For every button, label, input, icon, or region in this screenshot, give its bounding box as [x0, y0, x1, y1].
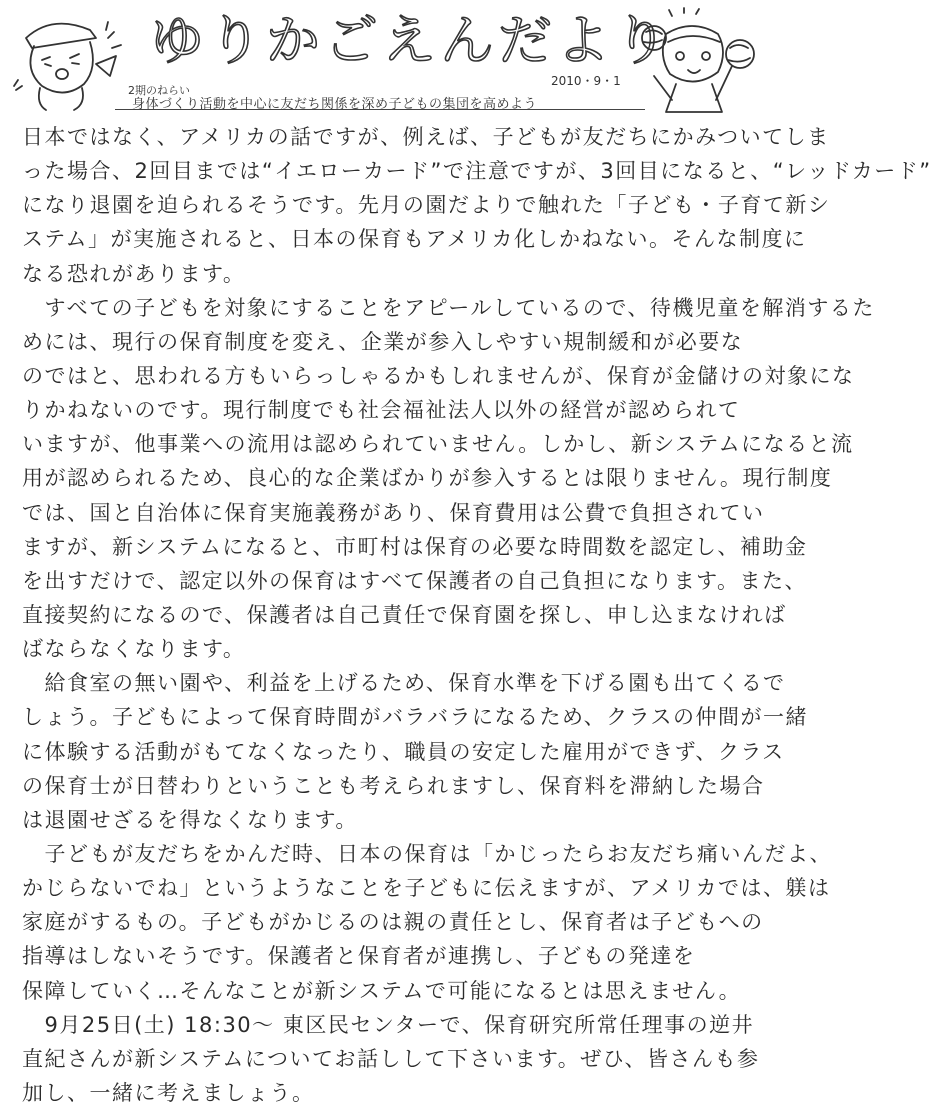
body-line: のではと、思われる方もいらっしゃるかもしれませんが、保育が金儲けの対象にな — [22, 363, 855, 388]
body-line: 指導はしないそうです。保護者と保育者が連携し、子どもの発達を — [22, 944, 696, 969]
body-line: しょう。子どもによって保育時間がバラバラになるため、クラスの仲間が一緒 — [22, 705, 809, 730]
body-line: ステム」が実施されると、日本の保育もアメリカ化しかねない。そんな制度に — [22, 227, 807, 252]
body-line: の保育士が日替わりということも考えられますし、保育料を滞納した場合 — [22, 773, 765, 798]
body-line: 加し、一緒に考えましょう。 — [22, 1080, 315, 1105]
body-line: に体験する活動がもてなくなったり、職員の安定した雇用ができず、クラス — [22, 739, 785, 764]
body-line: 保障していく…そんなことが新システムで可能になるとは思えません。 — [22, 978, 742, 1003]
body-line: 9月25日(土) 18:30～ 東区民センターで、保育研究所常任理事の逆井 — [22, 1012, 755, 1037]
body-line: では、国と自治体に保育実施義務があり、保育費用は公費で負担されてい — [22, 500, 765, 525]
body-line: を出すだけで、認定以外の保育はすべて保護者の自己負担になります。また、 — [22, 568, 807, 593]
aim-text: 身体づくり活動を中心に友だち関係を深め子どもの集団を高めよう — [132, 97, 538, 112]
body-line: 給食室の無い園や、利益を上げるため、保育水準を下げる園も出てくるで — [22, 671, 786, 696]
body-line: なる恐れがあります。 — [22, 261, 246, 286]
body-line: 直接契約になるので、保護者は自己責任で保育園を探し、申し込まなければ — [22, 602, 787, 627]
issue-date: 2010・9・1 — [551, 74, 621, 88]
child-with-hat-shouting-icon — [12, 8, 130, 113]
body-line: 直紀さんが新システムについてお話しして下さいます。ぜひ、皆さんも参 — [22, 1046, 760, 1071]
body-line: ますが、新システムになると、市町村は保育の必要な時間数を認定し、補助金 — [22, 534, 808, 559]
body-line: りかねないのです。現行制度でも社会福祉法人以外の経営が認められて — [22, 398, 741, 423]
newsletter-title: ゆりかごえんだより — [150, 9, 672, 72]
body-line: 用が認められるため、良心的な企業ばかりが参入するとは限りません。現行制度 — [22, 466, 833, 491]
body-line: になり退園を迫られるそうです。先月の園だよりで触れた「子ども・子育て新シ — [22, 193, 831, 218]
body-line: 家庭がするもの。子どもがかじるのは親の責任とし、保育者は子どもへの — [22, 910, 764, 935]
body-line: めには、現行の保育制度を変え、企業が参入しやすい規制緩和が必要な — [22, 329, 744, 354]
body-line: 子どもが友だちをかんだ時、日本の保育は「かじったらお友だち痛いんだよ、 — [22, 841, 832, 866]
body-line: いますが、他事業への流用は認められていません。しかし、新システムになると流 — [22, 432, 854, 457]
header-divider — [115, 109, 645, 110]
body-line: は退園せざるを得なくなります。 — [22, 807, 358, 832]
body-line: った場合、2回目までは“イエローカード”で注意ですが、3回目になると、“レッドカード” — [22, 159, 932, 184]
body-line: かじらないでね」というようなことを子どもに伝えますが、アメリカでは、躾は — [22, 876, 831, 901]
body-line: 日本ではなく、アメリカの話ですが、例えば、子どもが友だちにかみついてしま — [22, 125, 830, 149]
aim-label: 2期のねらい — [128, 84, 190, 97]
body-line: ばならなくなります。 — [22, 637, 246, 662]
body-line: すべての子どもを対象にすることをアピールしているので、待機児童を解消するた — [22, 295, 875, 320]
newsletter-body — [22, 120, 932, 1110]
cheerleader-girl-with-pompoms-icon — [632, 8, 762, 118]
